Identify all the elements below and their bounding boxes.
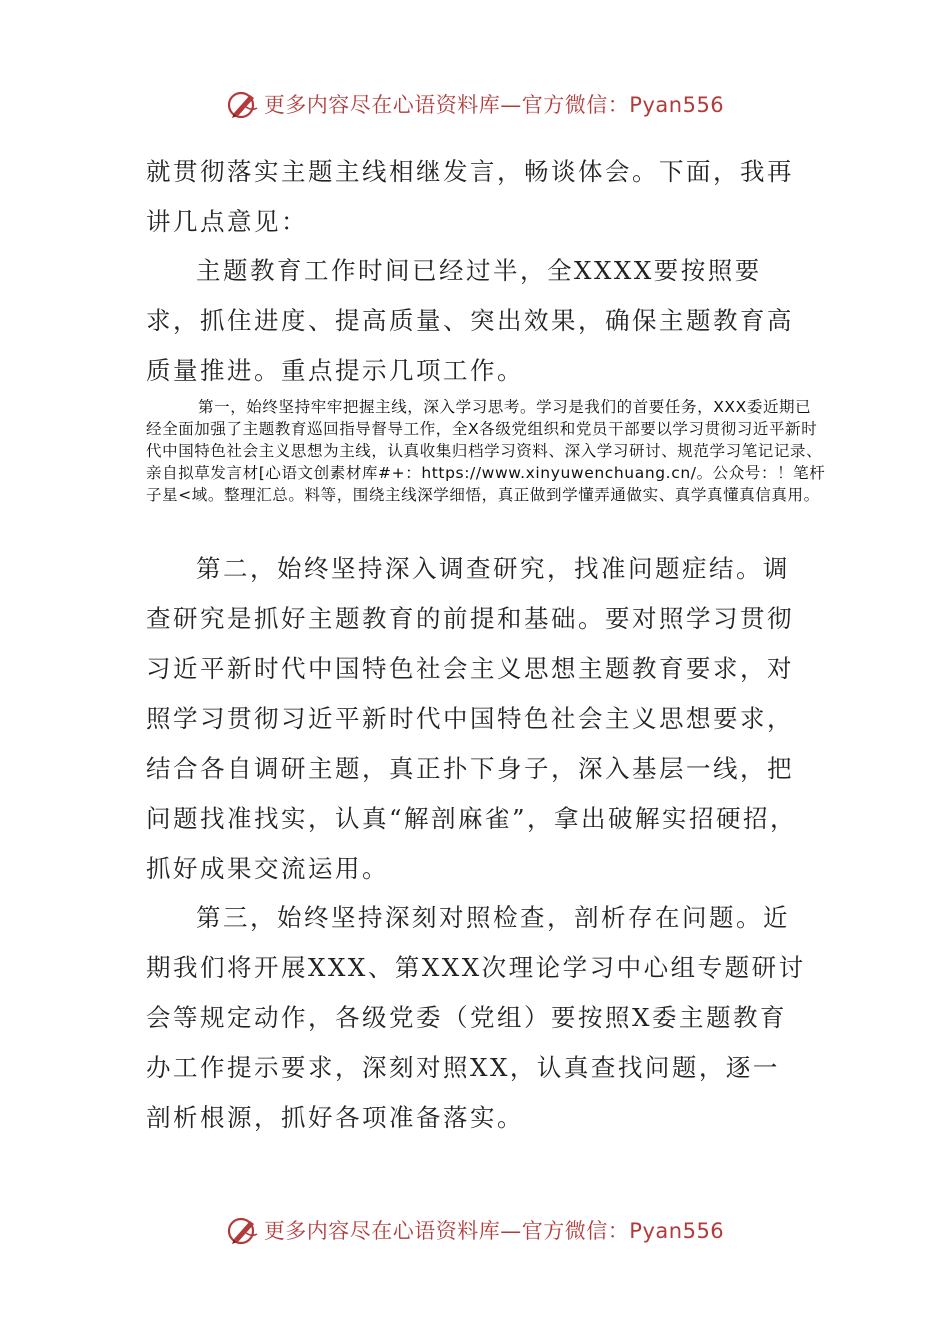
header-watermark <box>0 84 950 124</box>
paragraph-first-point: 第一，始终坚持牢牢把握主线，深入学习思考。学习是我们的首要任务，XXX委近期已经全面加强了主题教育巡回指导督导工作，全X各级党组织和党员干部要以学习贯彻习近平新时代中国特色社会主义思想为主线，认真收集归档学习资料、深入学习研讨、规范学习笔记记录、亲自拟草发言材[心语文创素材库#+：https://www.xinyuwenchuang.cn/。公众号：！笔杆子星<域。整理汇总。料等，围绕主线深学细悟，真正做到学懂弄通做实、真学真懂真信真用。 <box>146 398 826 504</box>
paragraph-third-point: 第三，始终坚持深刻对照检查，剖析存在问题。近期我们将开展XXX、第XXX次理论学习中心组专题研讨会等规定动作，各级党委（党组）要按照X委主题教育办工作提示要求，深刻对照XX，认真查找问题，逐一剖析根源，抓好各项准备落实。 <box>146 903 806 1132</box>
watermark-text: 更多内容尽在心语资料库—官方微信：Pyan556 <box>263 93 725 117</box>
paragraph-overview: 主题教育工作时间已经过半，全XXXX要按照要求，抓住进度、提高质量、突出效果，确保主题教育高质量推进。重点提示几项工作。 <box>146 256 794 385</box>
footer-watermark <box>0 1210 950 1250</box>
paragraph-second-point: 第二，始终坚持深入调查研究，找准问题症结。调查研究是抓好主题教育的前提和基础。要对照学习贯彻习近平新时代中国特色社会主义思想主题教育要求，对照学习贯彻习近平新时代中国特色社会主义思想要求，结合各自调研主题，真正扑下身子，深入基层一线，把问题找准找实，认真“解剖麻雀”，拿出破解实招硬招，抓好成果交流运用。 <box>146 554 798 883</box>
paragraph-intro: 就贯彻落实主题主线相继发言，畅谈体会。下面，我再讲几点意见： <box>146 157 794 236</box>
pen-logo-icon <box>226 87 260 121</box>
pen-logo-icon <box>226 1213 260 1247</box>
watermark-text: 更多内容尽在心语资料库—官方微信：Pyan556 <box>263 1219 725 1243</box>
